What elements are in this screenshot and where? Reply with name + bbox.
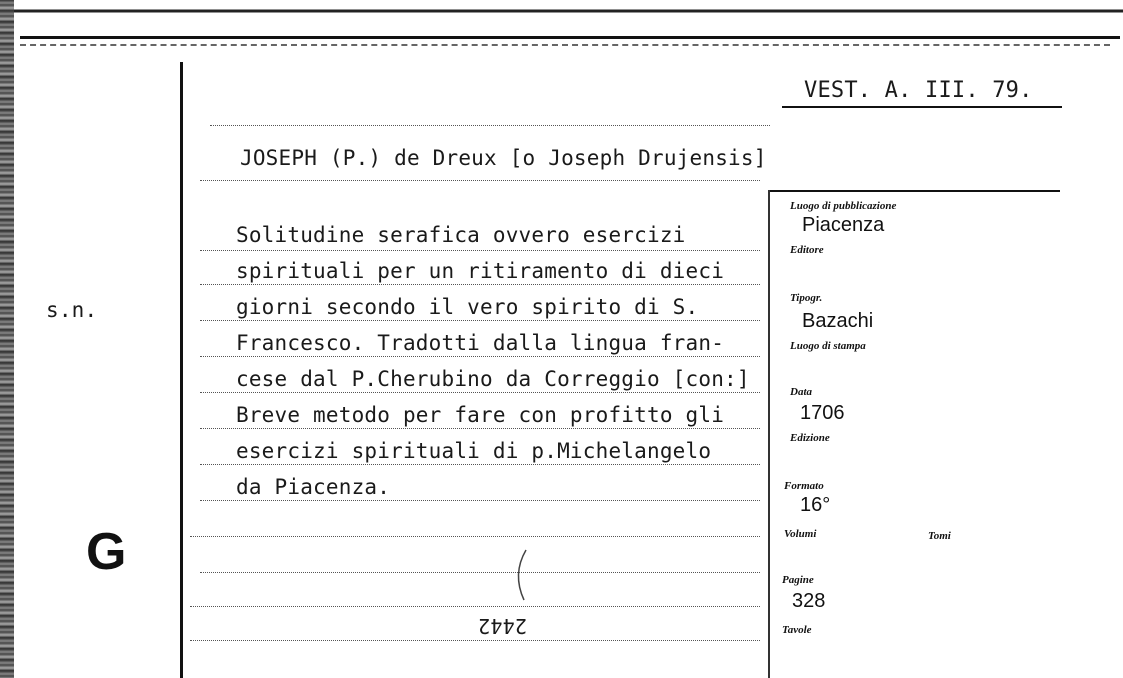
guide-line	[200, 392, 760, 393]
guide-line	[200, 320, 760, 321]
title-line: Solitudine serafica ovvero esercizi	[236, 223, 686, 247]
pagine-label: Pagine	[782, 574, 814, 586]
author-heading: JOSEPH (P.) de Dreux [o Joseph Drujensis]	[240, 146, 767, 170]
left-edge	[0, 0, 14, 678]
tomi-label: Tomi	[928, 530, 951, 542]
formato-label: Formato	[784, 480, 824, 492]
pencil-mark	[510, 548, 530, 602]
volumi-label: Volumi	[784, 528, 817, 540]
title-line: giorni secondo il vero spirito di S.	[236, 295, 699, 319]
guide-line	[190, 640, 760, 641]
left-vertical-rule	[180, 62, 183, 678]
right-vertical-rule	[768, 190, 770, 678]
guide-line	[200, 284, 760, 285]
formato-value: 16°	[800, 494, 831, 516]
guide-line	[200, 250, 760, 251]
title-line: cese dal P.Cherubino da Correggio [con:]	[236, 367, 750, 391]
luogo-label: Luogo di pubblicazione	[790, 200, 897, 212]
guide-line	[200, 572, 760, 573]
section-letter: G	[86, 523, 127, 581]
guide-line	[200, 500, 760, 501]
top-border	[0, 0, 1123, 14]
shelfmark: VEST. A. III. 79.	[804, 78, 1033, 103]
data-value: 1706	[800, 402, 845, 424]
title-line: Francesco. Tradotti dalla lingua fran-	[236, 331, 725, 355]
luogo-value: Piacenza	[802, 214, 885, 236]
editore-label: Editore	[790, 244, 824, 256]
pagine-value: 328	[792, 590, 826, 612]
top-rule-dashes	[20, 44, 1110, 46]
inventory-number: 2442	[478, 614, 527, 638]
shelfmark-underline	[782, 106, 1062, 108]
guide-line	[200, 428, 760, 429]
guide-line	[210, 125, 770, 126]
guide-line	[200, 464, 760, 465]
title-line: Breve metodo per fare con profitto gli	[236, 403, 725, 427]
guide-line	[200, 180, 760, 181]
title-line: da Piacenza.	[236, 475, 391, 499]
luogo-stampa-label: Luogo di stampa	[790, 340, 866, 352]
top-rule	[20, 36, 1120, 39]
tipografo-label: Tipogr.	[790, 292, 823, 304]
guide-line	[190, 606, 760, 607]
data-label: Data	[790, 386, 812, 398]
tipografo-value: Bazachi	[802, 310, 874, 332]
edizione-label: Edizione	[790, 432, 830, 444]
title-line: esercizi spirituali di p.Michelangelo	[236, 439, 712, 463]
left-note: s.n.	[46, 298, 98, 322]
field-box-top-rule	[770, 190, 1060, 192]
tavole-label: Tavole	[782, 624, 812, 636]
title-line: spirituali per un ritiramento di dieci	[236, 259, 725, 283]
guide-line	[190, 536, 760, 537]
guide-line	[200, 356, 760, 357]
